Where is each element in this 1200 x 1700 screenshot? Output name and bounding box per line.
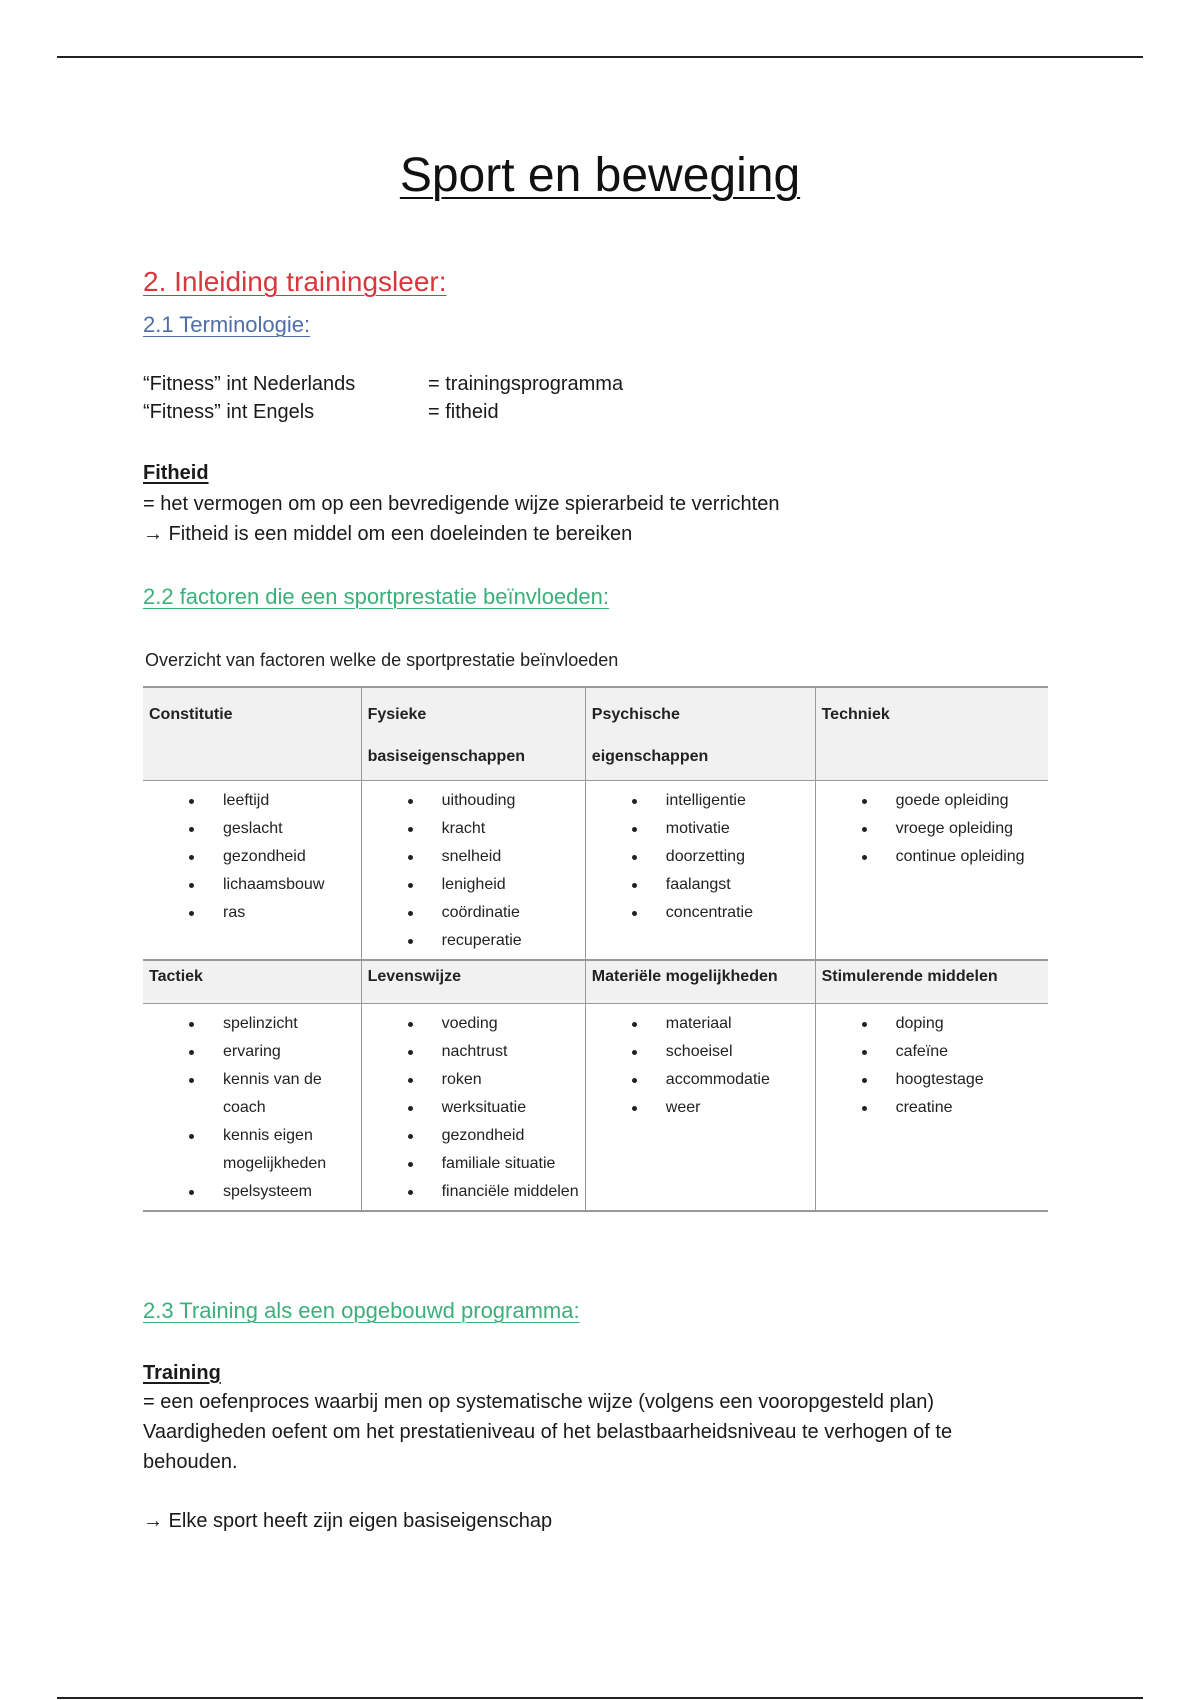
definition-note: → Fitheid is een middel om een doeleinden te bereiken: [143, 523, 633, 545]
list-item: concentratie: [628, 899, 811, 927]
table-cell: [815, 781, 1048, 961]
term-meaning: = trainingsprogramma: [428, 373, 624, 395]
list-item: geslacht: [185, 815, 357, 843]
subsection-heading-training: 2.3 Training als een opgebouwd programma:: [143, 1298, 580, 1323]
list-item: doping: [858, 1010, 1044, 1038]
list-item: vroege opleiding: [858, 815, 1044, 843]
table-cell: [815, 1004, 1048, 1212]
table-cell: [143, 1004, 361, 1212]
list-item: coördinatie: [404, 899, 581, 927]
definition-title-fitheid: Fitheid: [143, 462, 209, 484]
list-item: doorzetting: [628, 843, 811, 871]
list-item: kennis van de coach: [185, 1066, 357, 1122]
list-item: ras: [185, 899, 357, 927]
table-header-row: [143, 960, 1048, 1004]
list-item: accommodatie: [628, 1066, 811, 1094]
table-cell: [585, 1004, 815, 1212]
list-item: recuperatie: [404, 927, 581, 955]
list-item: continue opleiding: [858, 843, 1044, 871]
list-item: lichaamsbouw: [185, 871, 357, 899]
definition-line: = een oefenproces waarbij men op systematische wijze (volgens een vooropgesteld plan): [143, 1391, 935, 1413]
list-item: creatine: [858, 1094, 1044, 1122]
bottom-rule: [57, 1697, 1143, 1699]
top-rule: [57, 56, 1143, 58]
table-header-cell: Fysieke basiseigenschappen: [361, 687, 585, 781]
table-header-cell: Materiële mogelijkheden: [585, 960, 815, 1004]
list-item: faalangst: [628, 871, 811, 899]
term-label: “Fitness” int Nederlands: [143, 373, 356, 395]
table-cell: [143, 781, 361, 961]
list-item: goede opleiding: [858, 787, 1044, 815]
list-item: intelligentie: [628, 787, 811, 815]
list-item: kracht: [404, 815, 581, 843]
term-row: [143, 373, 623, 396]
term-row: [143, 401, 499, 424]
list-item: hoogtestage: [858, 1066, 1044, 1094]
term-meaning: = fitheid: [428, 401, 499, 423]
subsection-heading-factors: 2.2 factoren die een sportprestatie beïnvloeden:: [143, 584, 609, 609]
table-header-cell: Psychische eigenschappen: [585, 687, 815, 781]
table-cell: [361, 781, 585, 961]
list-item: spelinzicht: [185, 1010, 357, 1038]
list-item: materiaal: [628, 1010, 811, 1038]
closing-note: → Elke sport heeft zijn eigen basiseigenschap: [143, 1510, 553, 1532]
table-caption: Overzicht van factoren welke de sportprestatie beïnvloeden: [145, 650, 619, 670]
list-item: snelheid: [404, 843, 581, 871]
list-item: werksituatie: [404, 1094, 581, 1122]
table-header-row: [143, 687, 1048, 781]
definition-line: behouden.: [143, 1451, 238, 1473]
table-header-cell: Stimulerende middelen: [815, 960, 1048, 1004]
list-item: weer: [628, 1094, 811, 1122]
section-heading: 2. Inleiding trainingsleer:: [143, 266, 447, 297]
list-item: familiale situatie: [404, 1150, 581, 1178]
list-item: voeding: [404, 1010, 581, 1038]
list-item: gezondheid: [185, 843, 357, 871]
list-item: motivatie: [628, 815, 811, 843]
list-item: nachtrust: [404, 1038, 581, 1066]
list-item: roken: [404, 1066, 581, 1094]
list-item: financiële middelen: [404, 1178, 581, 1206]
list-item: kennis eigen mogelijkheden: [185, 1122, 357, 1178]
table-row: [143, 781, 1048, 961]
list-item: schoeisel: [628, 1038, 811, 1066]
term-label: “Fitness” int Engels: [143, 401, 315, 423]
factors-table: [143, 686, 1048, 1212]
table-header-cell: Techniek: [815, 687, 1048, 781]
definition-text: = het vermogen om op een bevredigende wijze spierarbeid te verrichten: [143, 493, 780, 515]
table-cell: [585, 781, 815, 961]
subsection-heading-terminology: 2.1 Terminologie:: [143, 312, 311, 337]
list-item: uithouding: [404, 787, 581, 815]
definition-title-training: Training: [143, 1362, 221, 1384]
list-item: lenigheid: [404, 871, 581, 899]
table-header-cell: Constitutie: [143, 687, 361, 781]
list-item: gezondheid: [404, 1122, 581, 1150]
table-row: [143, 1004, 1048, 1212]
list-item: spelsysteem: [185, 1178, 357, 1206]
page-title: Sport en beweging: [399, 149, 801, 202]
table-header-cell: Levenswijze: [361, 960, 585, 1004]
definition-line: Vaardigheden oefent om het prestatieniveau of het belastbaarheidsniveau te verhogen of te: [143, 1421, 953, 1443]
list-item: cafeïne: [858, 1038, 1044, 1066]
table-header-cell: Tactiek: [143, 960, 361, 1004]
list-item: leeftijd: [185, 787, 357, 815]
table-cell: [361, 1004, 585, 1212]
list-item: ervaring: [185, 1038, 357, 1066]
